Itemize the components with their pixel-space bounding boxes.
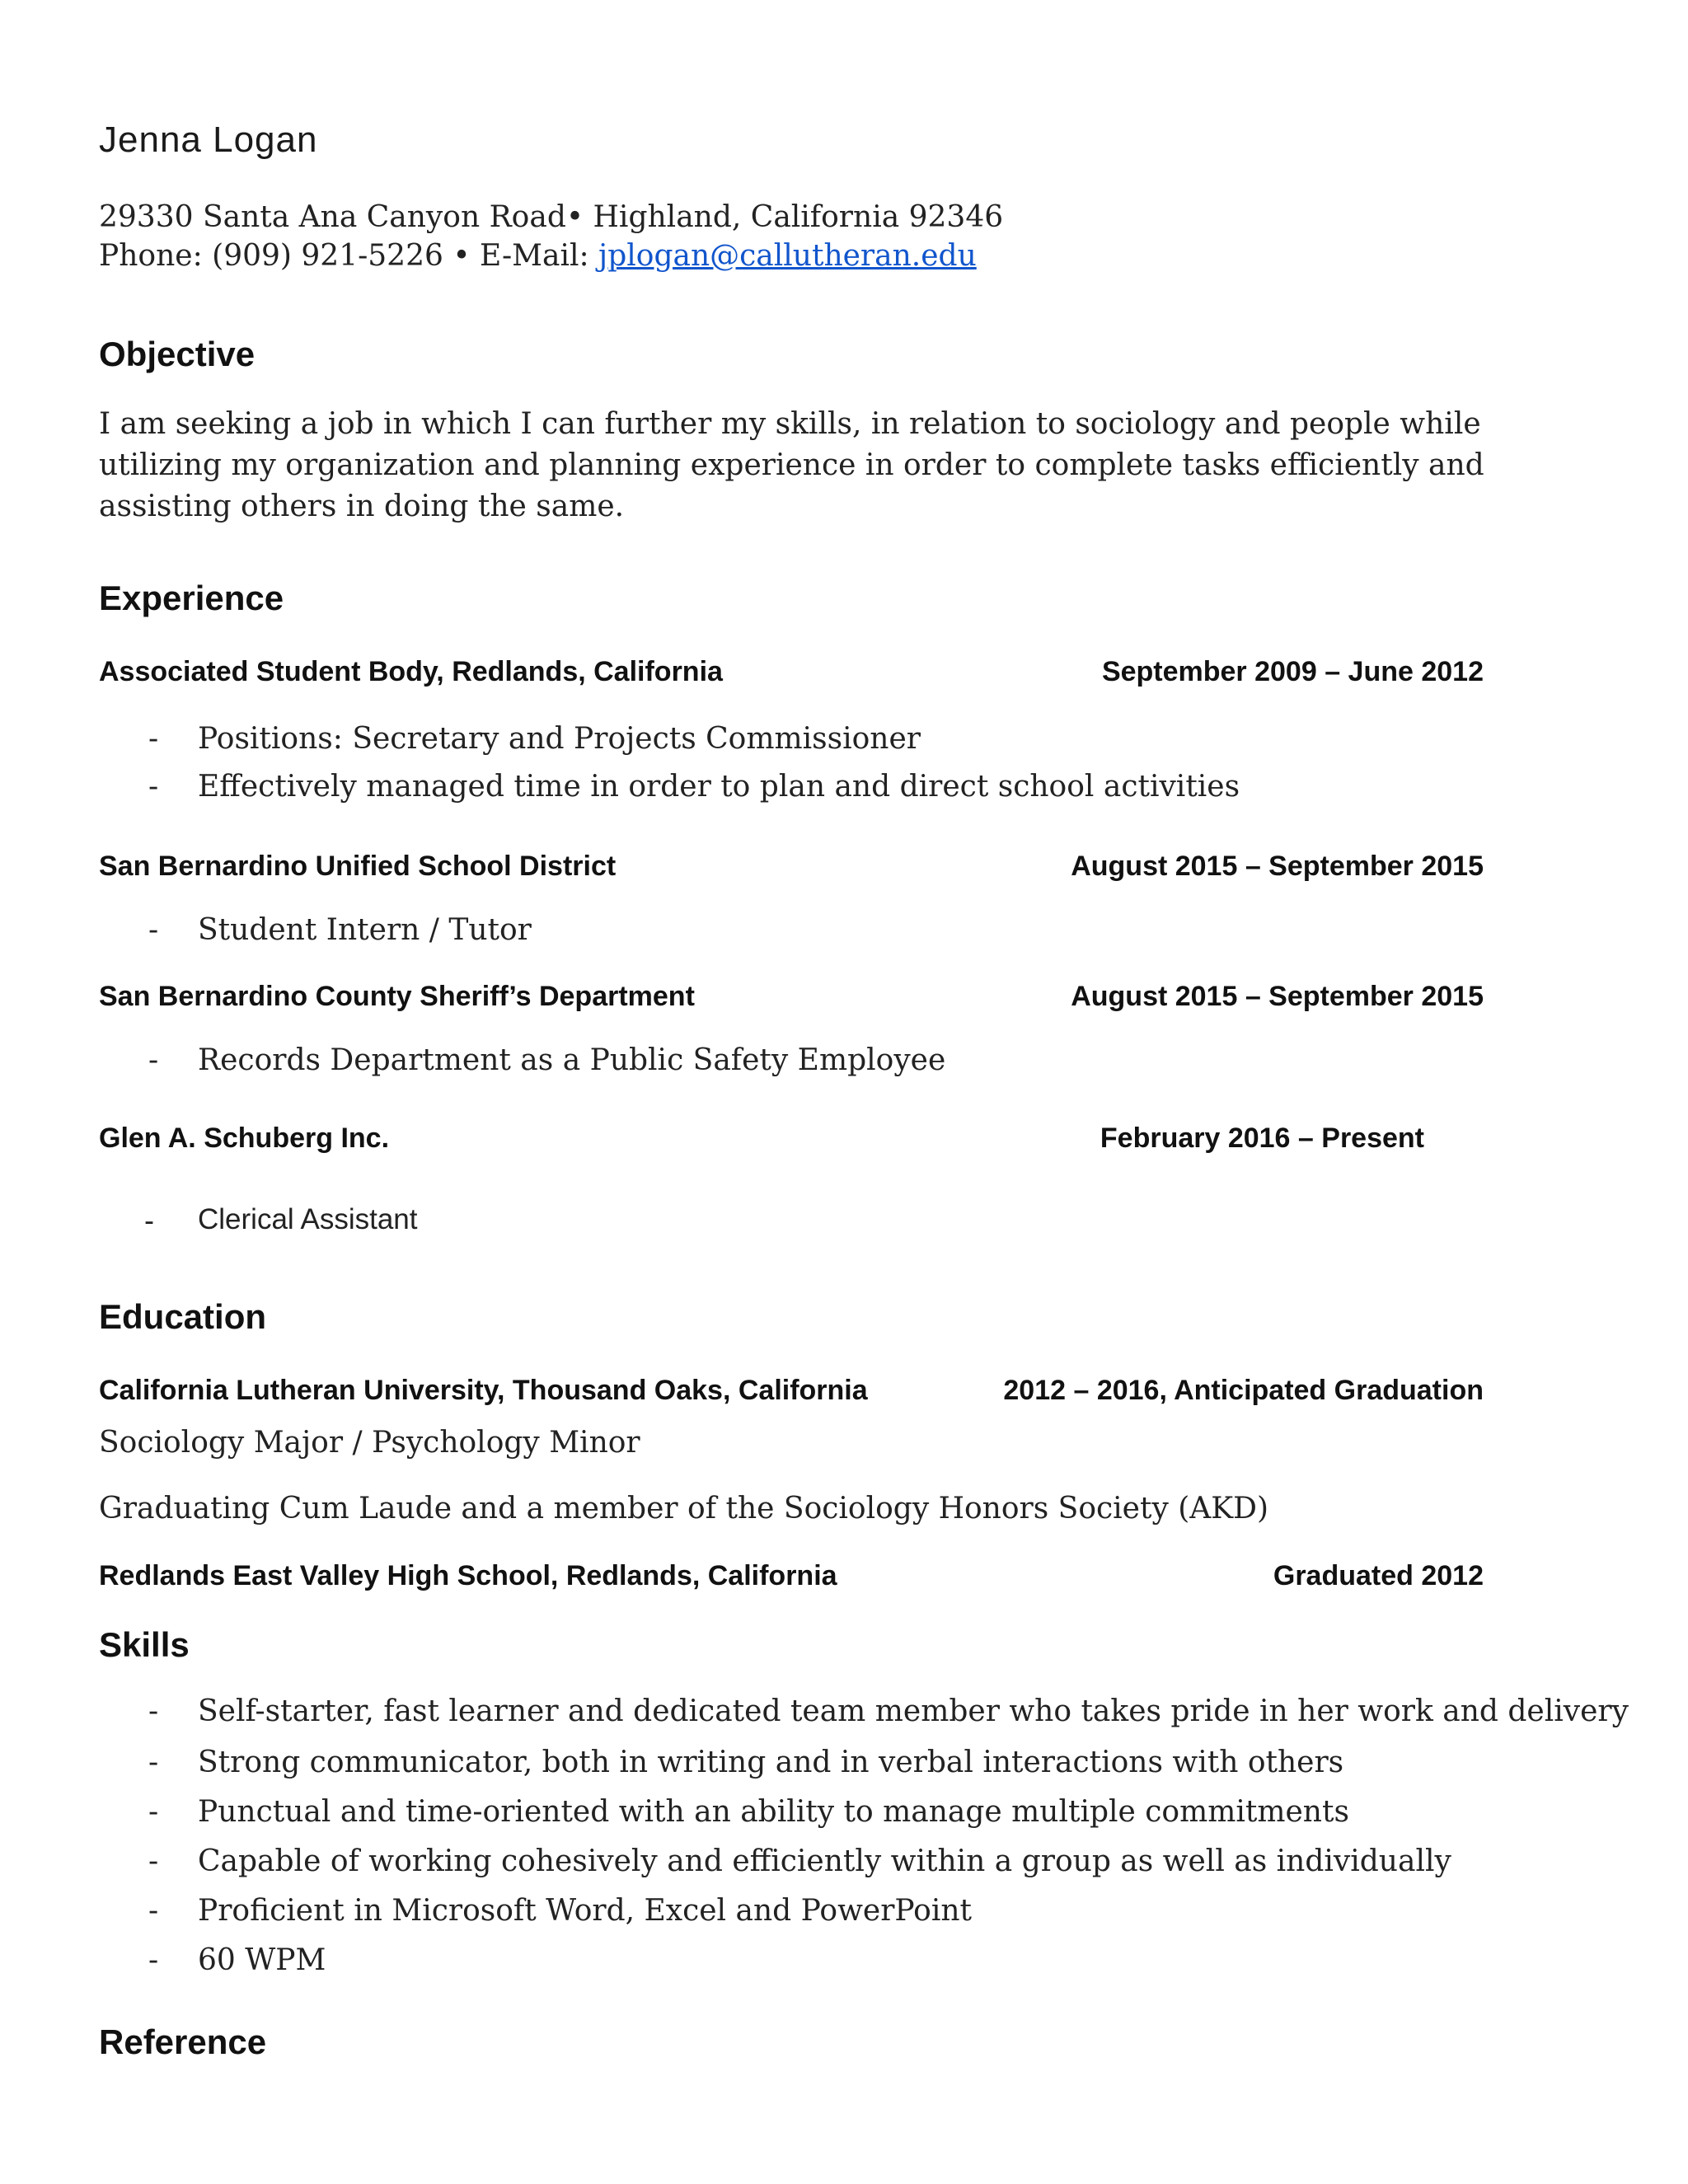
- skill-item: 60 WPM: [198, 1943, 326, 1977]
- email-link[interactable]: jplogan@callutheran.edu: [598, 239, 977, 273]
- reference-heading: Reference: [99, 2022, 267, 2061]
- bullet-dash: -: [148, 1043, 159, 1077]
- skills-heading: Skills: [99, 1625, 190, 1664]
- experience-heading: Experience: [99, 579, 284, 617]
- school-title: California Lutheran University, Thousand Oaks, California: [99, 1375, 868, 1406]
- bullet-dash: -: [148, 1894, 159, 1928]
- skill-item: Self-starter, fast learner and dedicated team member who takes pride in her work and delivery: [198, 1694, 1629, 1728]
- job-dates: August 2015 – September 2015: [1071, 851, 1484, 882]
- job-bullet: Effectively managed time in order to plan and direct school activities: [198, 770, 1240, 804]
- job-bullet: Positions: Secretary and Projects Commissioner: [198, 722, 921, 756]
- school-dates: 2012 – 2016, Anticipated Graduation: [1003, 1375, 1484, 1406]
- education-heading: Education: [99, 1297, 267, 1336]
- bullet-dash: -: [144, 1203, 154, 1237]
- phone-text: Phone: (909) 921-5226 • E-Mail:: [99, 239, 599, 273]
- job-title: Glen A. Schuberg Inc.: [99, 1122, 390, 1154]
- bullet-dash: -: [148, 1795, 159, 1829]
- job-title: San Bernardino County Sheriff’s Department: [99, 981, 695, 1012]
- job-dates: February 2016 – Present: [1100, 1122, 1424, 1154]
- job-dates: September 2009 – June 2012: [1101, 656, 1484, 687]
- job-bullet: Records Department as a Public Safety Employee: [198, 1043, 946, 1077]
- address-line: 29330 Santa Ana Canyon Road• Highland, California 92346: [99, 200, 1004, 234]
- bullet-dash: -: [148, 722, 159, 756]
- candidate-name: Jenna Logan: [99, 120, 318, 160]
- job-title: San Bernardino Unified School District: [99, 851, 617, 882]
- objective-heading: Objective: [99, 335, 256, 373]
- bullet-dash: -: [148, 1943, 159, 1977]
- honors-line: Graduating Cum Laude and a member of the Sociology Honors Society (AKD): [99, 1492, 1269, 1526]
- bullet-dash: -: [148, 1844, 159, 1878]
- school-title: Redlands East Valley High School, Redlands, California: [99, 1560, 837, 1591]
- job-bullet: Clerical Assistant: [198, 1203, 418, 1235]
- bullet-dash: -: [148, 1694, 159, 1728]
- skill-item: Capable of working cohesively and efficiently within a group as well as individually: [198, 1844, 1451, 1878]
- job-bullet: Student Intern / Tutor: [198, 913, 532, 947]
- skill-item: Proficient in Microsoft Word, Excel and PowerPoint: [198, 1894, 973, 1928]
- bullet-dash: -: [148, 1746, 159, 1779]
- bullet-dash: -: [148, 913, 159, 947]
- bullet-dash: -: [148, 770, 159, 804]
- degree-line: Sociology Major / Psychology Minor: [99, 1426, 640, 1460]
- school-dates: Graduated 2012: [1273, 1560, 1484, 1591]
- skill-item: Strong communicator, both in writing and in verbal interactions with others: [198, 1746, 1344, 1779]
- contact-line: [99, 239, 977, 273]
- job-dates: August 2015 – September 2015: [1071, 981, 1484, 1012]
- job-title: Associated Student Body, Redlands, California: [99, 656, 723, 687]
- skill-item: Punctual and time-oriented with an ability to manage multiple commitments: [198, 1795, 1349, 1829]
- objective-text: I am seeking a job in which I can further my skills, in relation to sociology and people while utilizing my organization and planning experience in order to complete tasks efficiently and assisting others in doing the same.: [99, 407, 1484, 523]
